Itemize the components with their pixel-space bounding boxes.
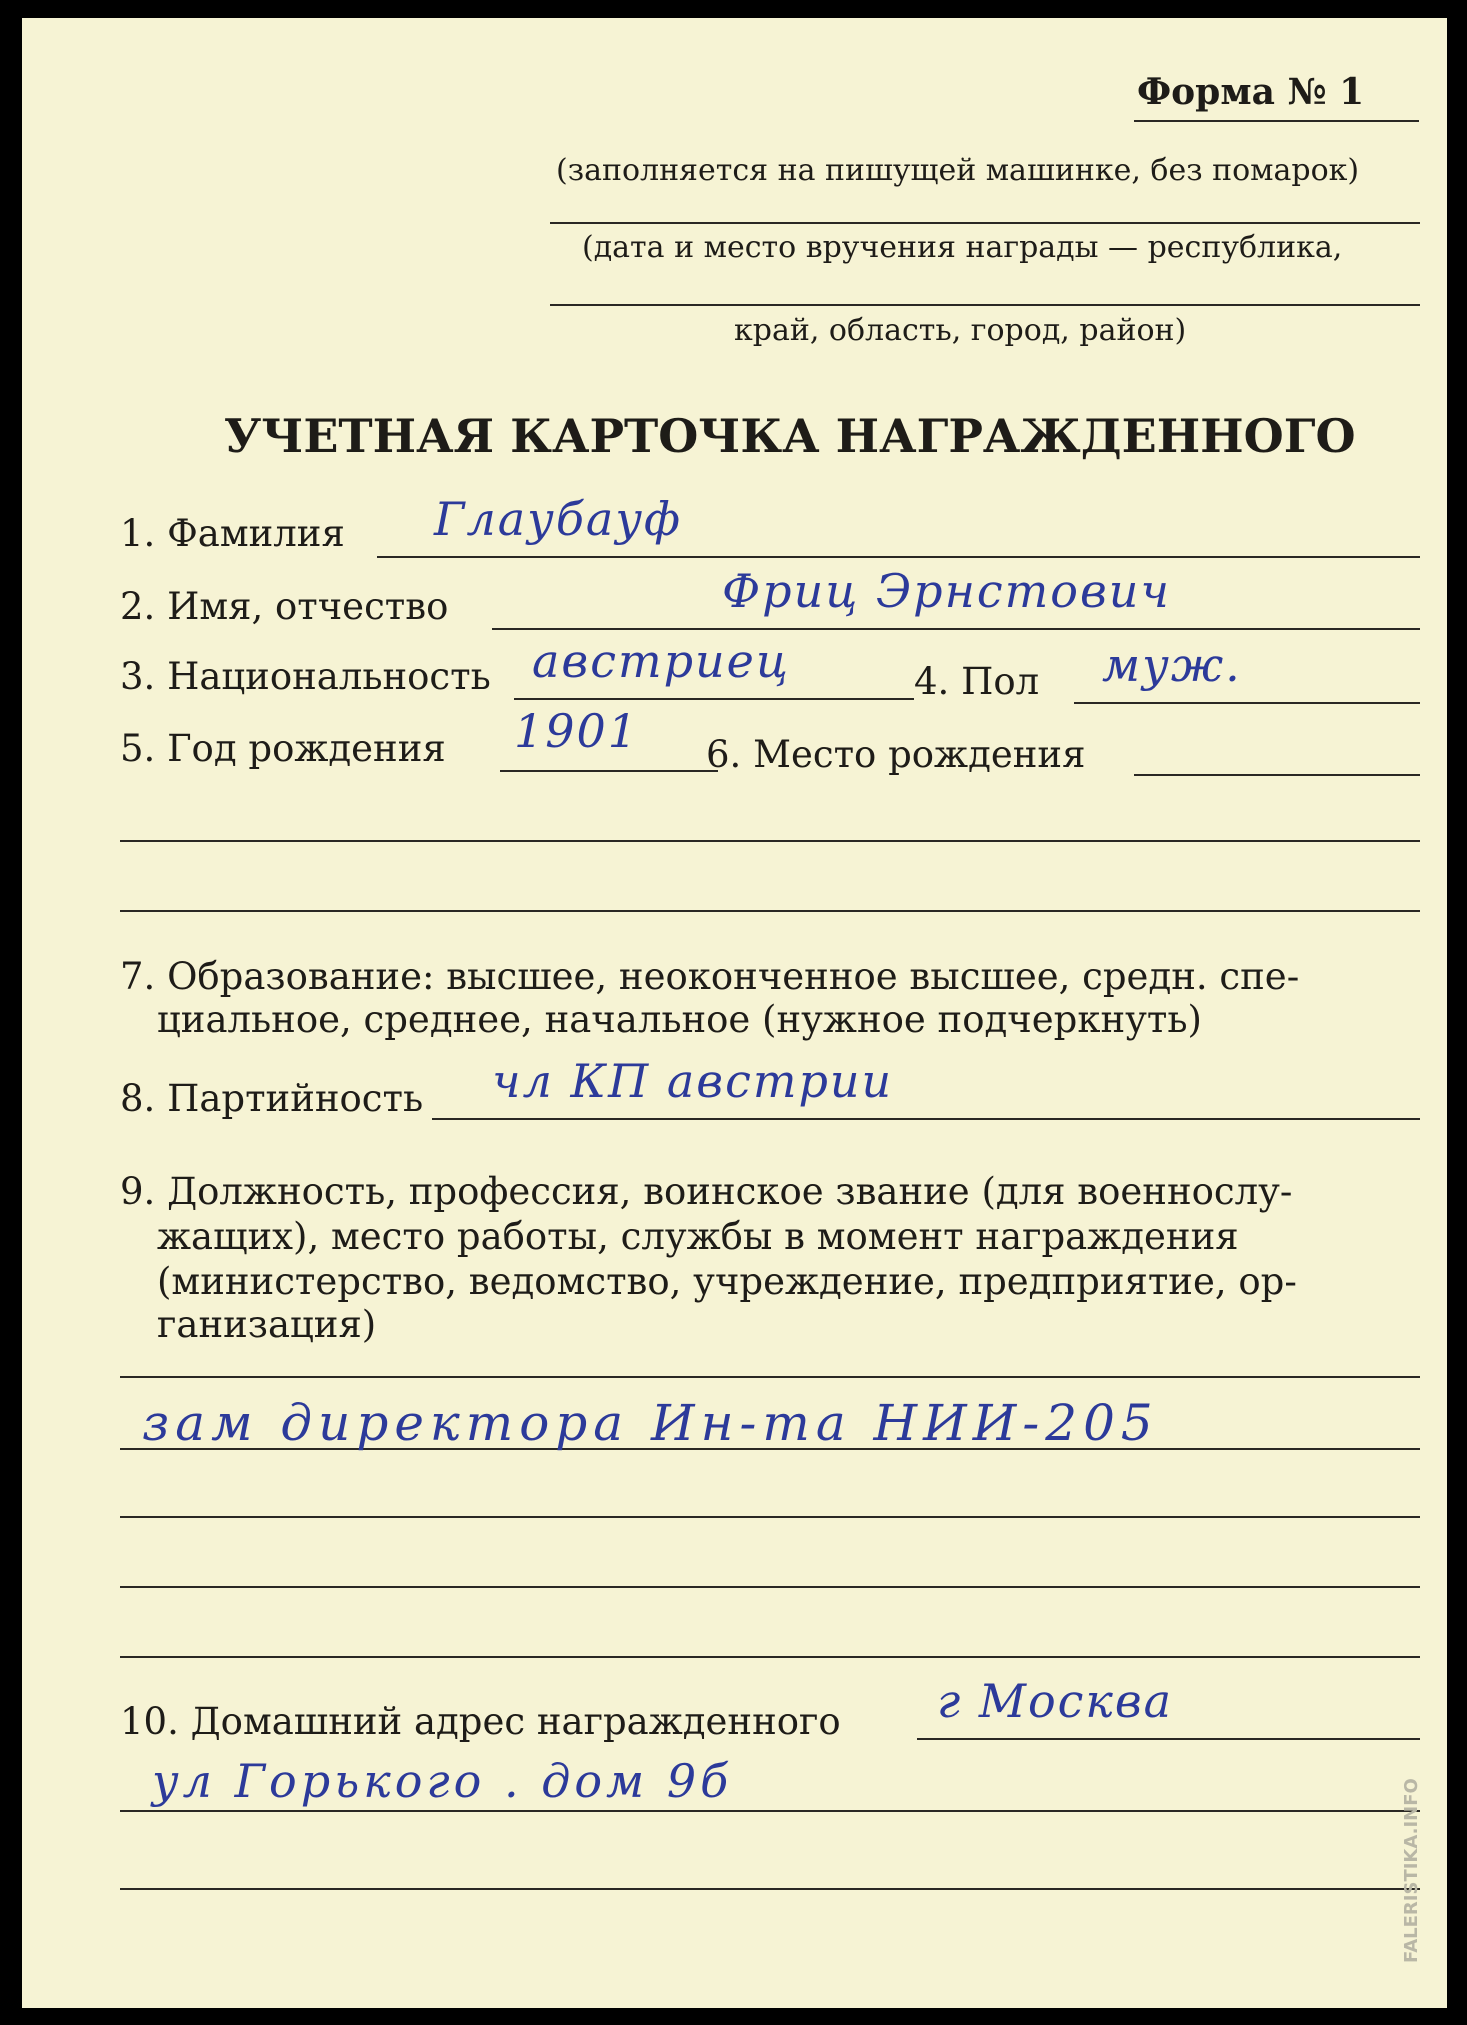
address-value-1: г Москва [937, 1674, 1174, 1728]
form-number: Форма № 1 [1137, 71, 1365, 113]
position-line-1: 9. Должность, профессия, воинское звание (для военнослу- [120, 1170, 1293, 1213]
address-line-3 [120, 1888, 1420, 1890]
sex-value: муж. [1102, 638, 1242, 692]
position-line-blank-3 [120, 1516, 1420, 1518]
position-line-blank-4 [120, 1586, 1420, 1588]
sex-line [1074, 702, 1420, 704]
surname-line [377, 556, 1420, 558]
education-line-1: 7. Образование: высшее, неоконченное высшее, средн. спе- [120, 955, 1300, 998]
position-line-3: (министерство, ведомство, учреждение, предприятие, ор- [157, 1260, 1297, 1303]
birth-place-label: 6. Место рождения [706, 733, 1086, 776]
name-patronymic-label: 2. Имя, отчество [120, 585, 449, 628]
birth-year-value: 1901 [514, 704, 640, 758]
birth-place-continuation-line-2 [120, 910, 1420, 912]
position-line-4: ганизация) [157, 1303, 377, 1346]
birth-place-line [1134, 774, 1420, 776]
watermark [1379, 1748, 1439, 1968]
party-label: 8. Партийность [120, 1077, 424, 1120]
nationality-line [514, 698, 914, 700]
typing-note: (заполняется на пишущей машинке, без помарок) [556, 153, 1360, 188]
party-line [432, 1118, 1420, 1120]
award-record-card [22, 18, 1447, 2008]
position-line-blank-5 [120, 1656, 1420, 1658]
education-line-2: циальное, среднее, начальное (нужное подчеркнуть) [157, 998, 1202, 1041]
party-value: чл КП австрии [492, 1054, 894, 1108]
birth-year-line [500, 770, 718, 772]
address-value-2: ул Горького . дом 9б [152, 1754, 733, 1808]
position-value: зам директора Ин-та НИИ-205 [142, 1394, 1159, 1452]
watermark-text: FALERISTIKA.INFO [1401, 1778, 1422, 1963]
surname-label: 1. Фамилия [120, 512, 345, 555]
card-title: УЧЕТНАЯ КАРТОЧКА НАГРАЖДЕННОГО [224, 409, 1356, 463]
surname-value: Глаубауф [434, 492, 683, 546]
address-line-1 [917, 1738, 1420, 1740]
name-patronymic-value: Фриц Эрнстович [722, 564, 1172, 618]
form-number-underline [1134, 120, 1419, 122]
sex-label: 4. Пол [914, 660, 1040, 703]
address-line-2 [120, 1810, 1420, 1812]
nationality-value: австриец [532, 634, 790, 688]
award-place-line-2 [550, 304, 1420, 306]
birth-place-continuation-line-1 [120, 840, 1420, 842]
name-patronymic-line [492, 628, 1420, 630]
award-place-line-1 [550, 222, 1420, 224]
position-line-2: жащих), место работы, службы в момент награждения [157, 1215, 1239, 1258]
birth-year-label: 5. Год рождения [120, 727, 446, 770]
position-line-blank-1 [120, 1376, 1420, 1378]
address-label: 10. Домашний адрес награжденного [120, 1700, 841, 1743]
nationality-label: 3. Национальность [120, 655, 491, 698]
award-place-caption-1: (дата и место вручения награды — республика, [582, 230, 1343, 265]
award-place-caption-2: край, область, город, район) [734, 313, 1187, 348]
